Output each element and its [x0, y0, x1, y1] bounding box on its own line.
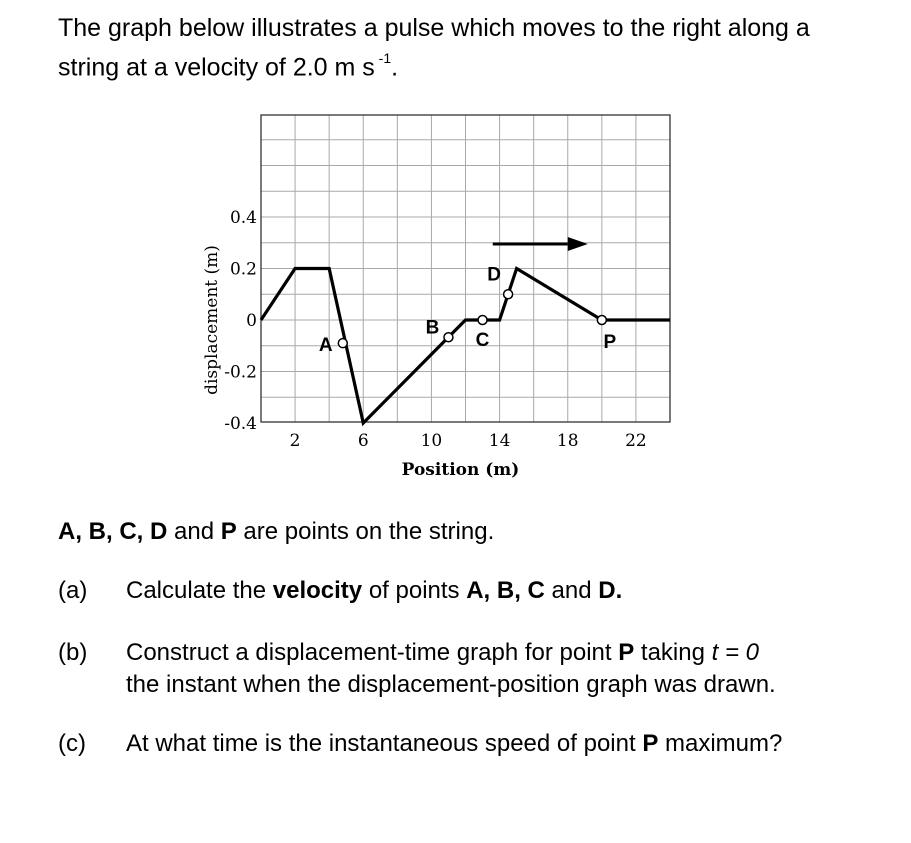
question-a-label: (a) [58, 577, 88, 604]
question-a-text [126, 575, 886, 607]
qb-mid: taking [634, 639, 712, 666]
point-marker [338, 339, 347, 348]
x-axis-label: Position (m) [401, 460, 520, 480]
qa-bold: velocity [272, 577, 363, 604]
qa-points: A, B, C [466, 577, 545, 604]
qc-post: maximum? [658, 730, 783, 757]
qa-mid: of points [362, 577, 467, 604]
point-label: D [487, 264, 501, 286]
y-tick-label: 0.2 [229, 259, 257, 280]
qb-post: the instant when the displacement-position graph was drawn. [126, 671, 776, 698]
statement-point-p: P [220, 518, 237, 545]
x-tick-label: 6 [357, 431, 369, 451]
question-b-label: (b) [58, 639, 88, 666]
x-tick-label: 14 [488, 431, 511, 451]
qb-time: t = 0 [711, 639, 760, 666]
point-label: C [475, 330, 490, 351]
displacement-position-chart [195, 100, 695, 490]
intro-line-1: The graph below illustrates a pulse which moves to the right along a [58, 14, 810, 42]
qb-pre: Construct a displacement-time graph for point [126, 639, 619, 666]
intro-line-2-text: string at a velocity of 2.0 m s [58, 53, 375, 82]
y-axis-label: displacement (m) [202, 245, 222, 395]
point-marker [597, 316, 606, 325]
intro-text [58, 12, 878, 84]
x-tick-label: 18 [556, 431, 579, 451]
point-marker [504, 290, 513, 299]
y-tick-label: 0 [246, 311, 257, 331]
x-tick-label: 10 [420, 431, 443, 451]
chart-axes [202, 115, 670, 480]
question-c-label: (c) [58, 730, 86, 757]
statement-and: and [167, 518, 221, 545]
point-label: A [318, 335, 333, 357]
qa-last: D. [598, 577, 623, 604]
y-tick-label: 0.4 [229, 208, 257, 228]
qc-bold: P [642, 730, 659, 757]
x-tick-label: 2 [289, 431, 301, 451]
question-b-text [126, 637, 886, 701]
direction-arrow [493, 237, 588, 251]
velocity-unit-exponent: -1 [374, 50, 392, 66]
y-tick-label: -0.2 [224, 362, 257, 383]
point-marker [444, 333, 453, 342]
intro-line-2-period: . [391, 53, 399, 82]
direction-arrow-head [568, 237, 588, 251]
point-marker [478, 316, 487, 325]
point-label: B [425, 317, 440, 339]
qa-and: and [544, 577, 599, 604]
intro-line-2 [58, 45, 878, 84]
qa-pre: Calculate the [126, 577, 273, 604]
question-c-text [126, 728, 886, 760]
point-label: P [603, 332, 617, 353]
qc-pre: At what time is the instantaneous speed of point [126, 730, 643, 757]
statement-points-bold: A, B, C, D [58, 518, 168, 545]
points-statement [58, 516, 494, 548]
y-tick-label: -0.4 [224, 414, 257, 434]
x-tick-label: 22 [625, 431, 647, 451]
qb-bold: P [618, 639, 635, 666]
statement-rest: are points on the string. [236, 518, 495, 545]
